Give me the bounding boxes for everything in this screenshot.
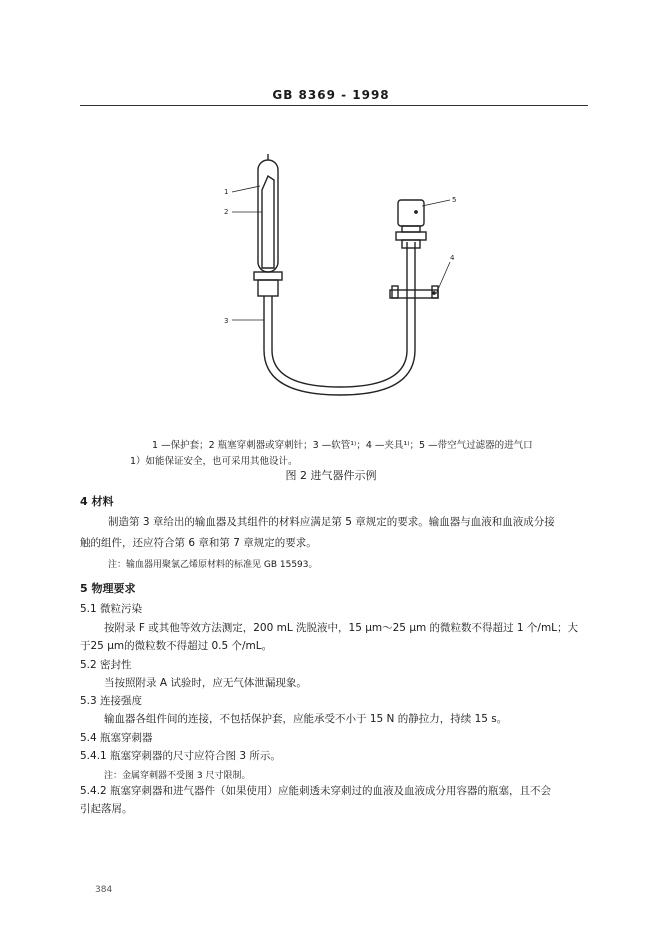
figure-legend: 1 —保护套；2 瓶塞穿刺器或穿刺针；3 —软管¹⁾；4 —夹具¹⁾；5 —带空气过滤器的进气口: [152, 440, 533, 451]
page-number: 384: [95, 885, 113, 895]
standard-header: GB 8369 - 1998: [272, 88, 390, 102]
section-5-4-1: 5.4.1 瓶塞穿刺器的尺寸应符合图 3 所示。: [80, 750, 281, 762]
clamp: [390, 290, 438, 298]
section-5-1-line1: 按附录 F 或其他等效方法测定，200 mL 洗脱液中，15 μm～25 μm 的微粒数不得超过 1 个/mL；大: [104, 622, 579, 634]
label-3: 3: [224, 317, 229, 325]
section-5-3-title: 5.3 连接强度: [80, 695, 143, 707]
label-5: 5: [452, 196, 457, 204]
label-2: 2: [224, 208, 229, 216]
section-5-3-text: 输血器各组件间的连接，不包括保护套，应能承受不小于 15 N 的静拉力，持续 15 s。: [104, 713, 508, 725]
section-5-1-title: 5.1 微粒污染: [80, 603, 143, 615]
section-5-4-2-line1: 5.4.2 瓶塞穿刺器和进气器件（如果使用）应能刺透未穿刺过的血液及血液成分用容器的瓶塞，且不会: [80, 785, 552, 797]
section-4-heading: 4 材料: [80, 495, 114, 508]
spike: [262, 176, 274, 268]
section-4-para-cont: 触的组件，还应符合第 6 章和第 7 章规定的要求。: [80, 537, 317, 549]
label-4: 4: [450, 254, 455, 262]
section-5-2-title: 5.2 密封性: [80, 659, 132, 671]
label-1: 1: [224, 188, 229, 196]
section-5-heading: 5 物理要求: [80, 582, 136, 595]
section-5-2-text: 当按照附录 A 试验时，应无气体泄漏现象。: [104, 677, 307, 689]
figure-caption: 图 2 进气器件示例: [285, 469, 377, 482]
header-rule: [80, 105, 588, 106]
figure-footnote: 1）如能保证安全，也可采用其他设计。: [130, 456, 298, 467]
section-5-4-1-note: 注：金属穿刺器不受图 3 尺寸限制。: [104, 771, 251, 781]
tubing-outer: [264, 242, 415, 395]
section-4-note: 注：输血器用聚氯乙烯原材料的标准见 GB 15593。: [108, 560, 318, 570]
air-inlet-device-figure: [210, 150, 480, 410]
section-4-para: 制造第 3 章给出的输血器及其组件的材料应满足第 5 章规定的要求。输血器与血液和血液成分接: [108, 516, 555, 528]
section-5-4-2-line2: 引起落屑。: [80, 803, 133, 815]
tubing-inner: [272, 242, 407, 387]
section-5-4-title: 5.4 瓶塞穿刺器: [80, 732, 153, 744]
air-filter-cap: [398, 200, 424, 226]
section-5-1-line2: 于25 μm的微粒数不得超过 0.5 个/mL。: [80, 640, 273, 652]
spike-collar: [254, 272, 282, 280]
